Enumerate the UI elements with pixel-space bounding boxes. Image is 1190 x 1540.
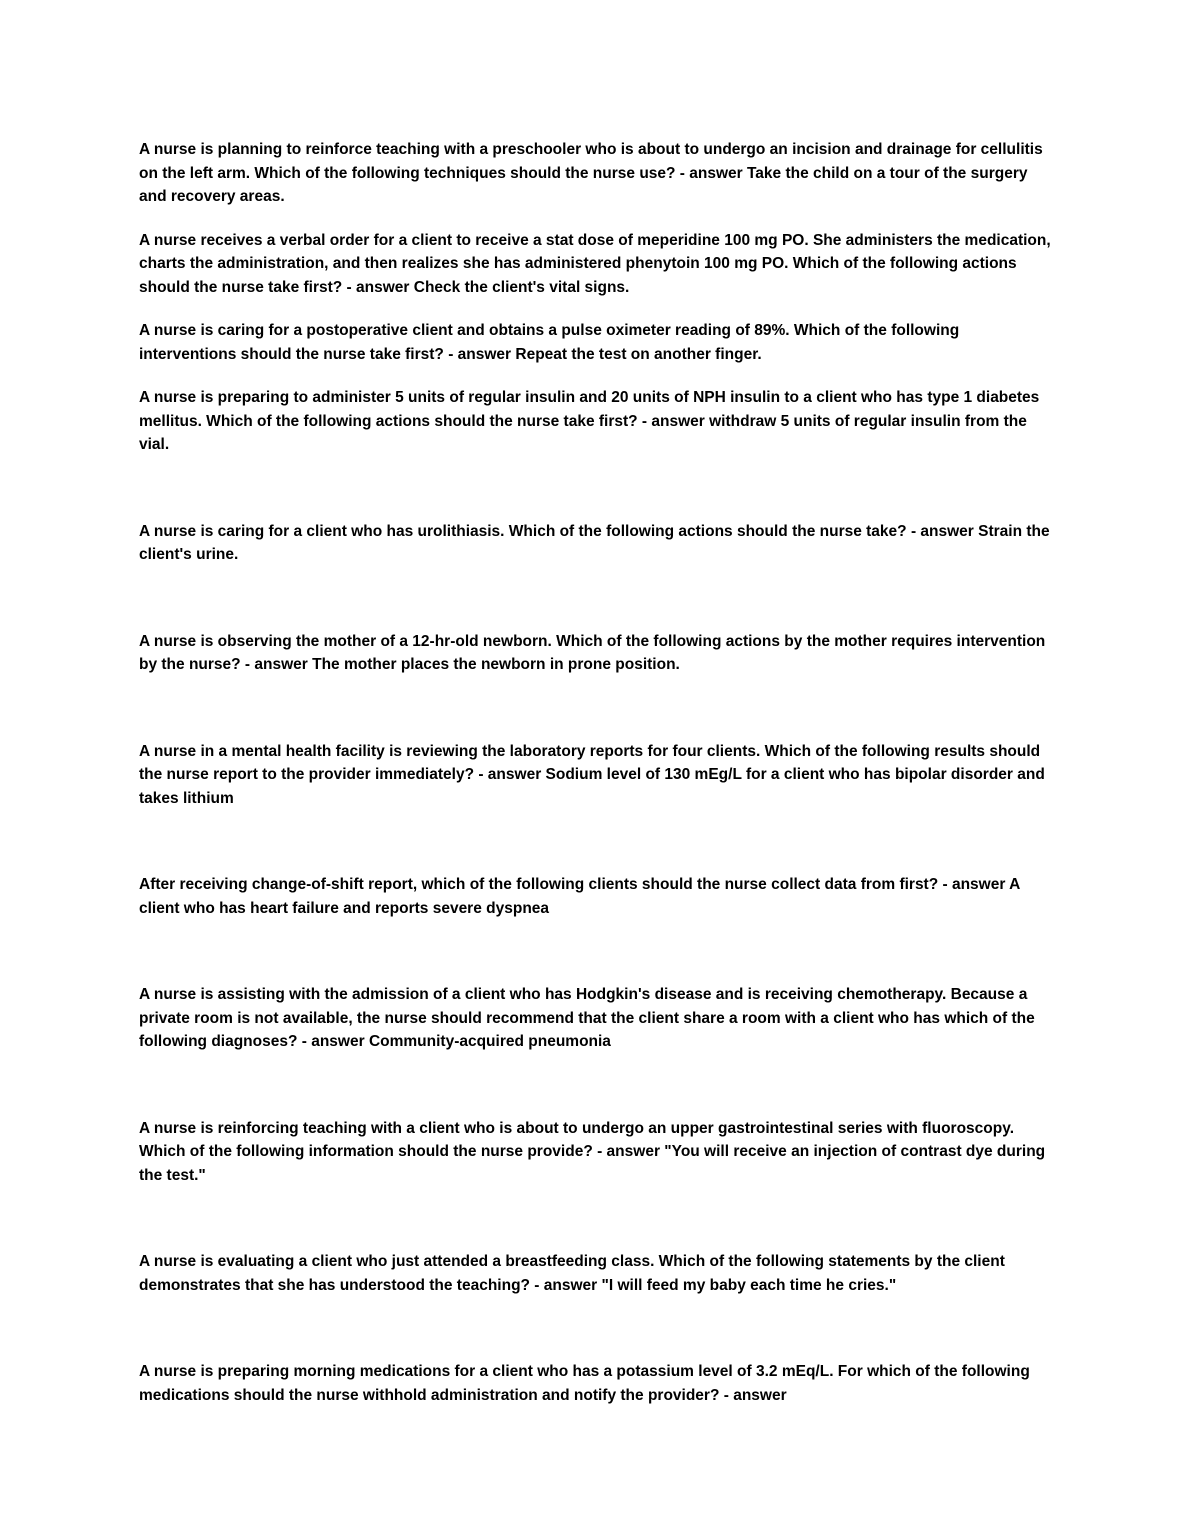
question-answer-paragraph: A nurse in a mental health facility is reviewing the laboratory reports for four clients. Which of the following results should the nurse report to the provider immediately? - answer Sodium level of 130 mEg/L for a client who has bipolar disorder and takes lithium — [139, 742, 1045, 807]
document-page — [139, 138, 1051, 1407]
question-answer-paragraph: A nurse is preparing morning medications for a client who has a potassium level of 3.2 mEq/L. For which of the following medications should the nurse withhold administration and notify the provider? - answer — [139, 1363, 1030, 1404]
question-answer-paragraph: A nurse is preparing to administer 5 units of regular insulin and 20 units of NPH insulin to a client who has type 1 diabetes mellitus. Which of the following actions should the nurse take first? - answer withdraw 5 units of regular insulin from the vial. — [139, 389, 1040, 453]
question-answer-paragraph: A nurse is observing the mother of a 12-hr-old newborn. Which of the following actions by the mother requires intervention by the nurse? - answer The mother places the newborn in prone position. — [139, 632, 1046, 673]
question-answer-paragraph: A nurse is assisting with the admission of a client who has Hodgkin's disease and is receiving chemotherapy. Because a private room is not available, the nurse should recommend that the client share a room with a client who has which of the following diagnoses? - answer Community-acquired pneumonia — [139, 986, 1035, 1050]
question-answer-paragraph: A nurse is caring for a postoperative client and obtains a pulse oximeter reading of 89%. Which of the following interventions should the nurse take first? - answer Repeat the test on another finger. — [139, 322, 960, 363]
question-answer-paragraph: A nurse receives a verbal order for a client to receive a stat dose of meperidine 100 mg PO. She administers the medication, charts the administration, and then realizes she has administered phenytoin 100 mg PO. Which of the following actions should the nurse take first? - answer Check the client's vital signs. — [139, 231, 1051, 296]
question-answer-paragraph: A nurse is evaluating a client who just attended a breastfeeding class. Which of the following statements by the client demonstrates that she has understood the teaching? - answer "I will feed my baby each time he cries." — [139, 1253, 1005, 1294]
question-answer-paragraph: A nurse is reinforcing teaching with a client who is about to undergo an upper gastrointestinal series with fluoroscopy. Which of the following information should the nurse provide? - answer "You will receive an injection of contrast dye during the test." — [139, 1119, 1046, 1184]
question-answer-paragraph: After receiving change-of-shift report, which of the following clients should the nurse collect data from first? - answer A client who has heart failure and reports severe dyspnea — [139, 876, 1020, 917]
question-answer-paragraph: A nurse is planning to reinforce teaching with a preschooler who is about to undergo an incision and drainage for cellulitis on the left arm. Which of the following techniques should the nurse use? - answer Take the child on a tour of the surgery and recovery areas. — [139, 141, 1043, 205]
question-answer-paragraph: A nurse is caring for a client who has urolithiasis. Which of the following actions should the nurse take? - answer Strain the client's urine. — [139, 522, 1050, 563]
